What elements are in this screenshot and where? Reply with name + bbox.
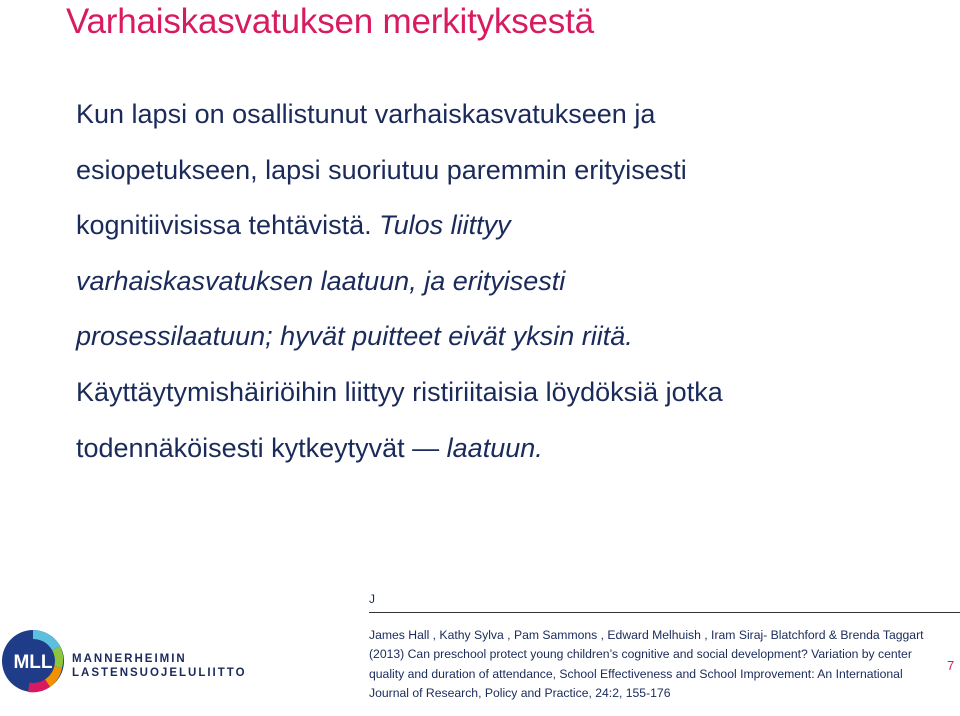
page-number: 7 (947, 658, 955, 673)
logo-line-1: MANNERHEIMIN (72, 653, 187, 665)
body-line-6: Käyttäytymishäiriöihin liittyy ristiriitaisia löydöksiä jotka (76, 376, 723, 407)
logo-wordmark (72, 652, 247, 680)
body-line-5: prosessilaatuun; hyvät puitteet eivät yksin riitä. (76, 321, 633, 352)
logo-line-2: LASTENSUOJELULIITTO (72, 667, 247, 679)
footnote-mark: J (369, 592, 375, 606)
body-line-7-normal: todennäköisesti kytkeytyvät — (76, 432, 447, 463)
body-line-3-normal: kognitiivisissa tehtävistä. (76, 210, 380, 241)
mll-logo-mark-icon (0, 628, 70, 698)
body-line-7 (76, 421, 956, 477)
footnote-divider (369, 612, 960, 613)
body-line-7-italic: laatuun. (446, 432, 543, 463)
slide-body (76, 87, 956, 476)
body-line-1: Kun lapsi on osallistunut varhaiskasvatukseen ja (76, 99, 656, 129)
body-line-3-italic: Tulos liittyy (379, 210, 511, 241)
body-line-2: esiopetukseen, lapsi suoriutuu paremmin erityisesti (76, 154, 687, 185)
slide-title: Varhaiskasvatuksen merkityksestä (66, 2, 594, 41)
citation-text: James Hall , Kathy Sylva , Pam Sammons , Edward Melhuish , Iram Siraj- Blatchford & Brenda Taggart (2013) Can preschool protect young children’s cognitive and social development? Variation by center quality and duration of attendance, School Effectiveness and School Improvement: An International Journal of Research, Policy and Practice, 24:2, 155-176 (369, 628, 924, 701)
logo-initials: MLL (13, 652, 53, 673)
body-line-4: varhaiskasvatuksen laatuun, ja erityisesti (76, 265, 566, 296)
body-line-3 (76, 198, 956, 254)
